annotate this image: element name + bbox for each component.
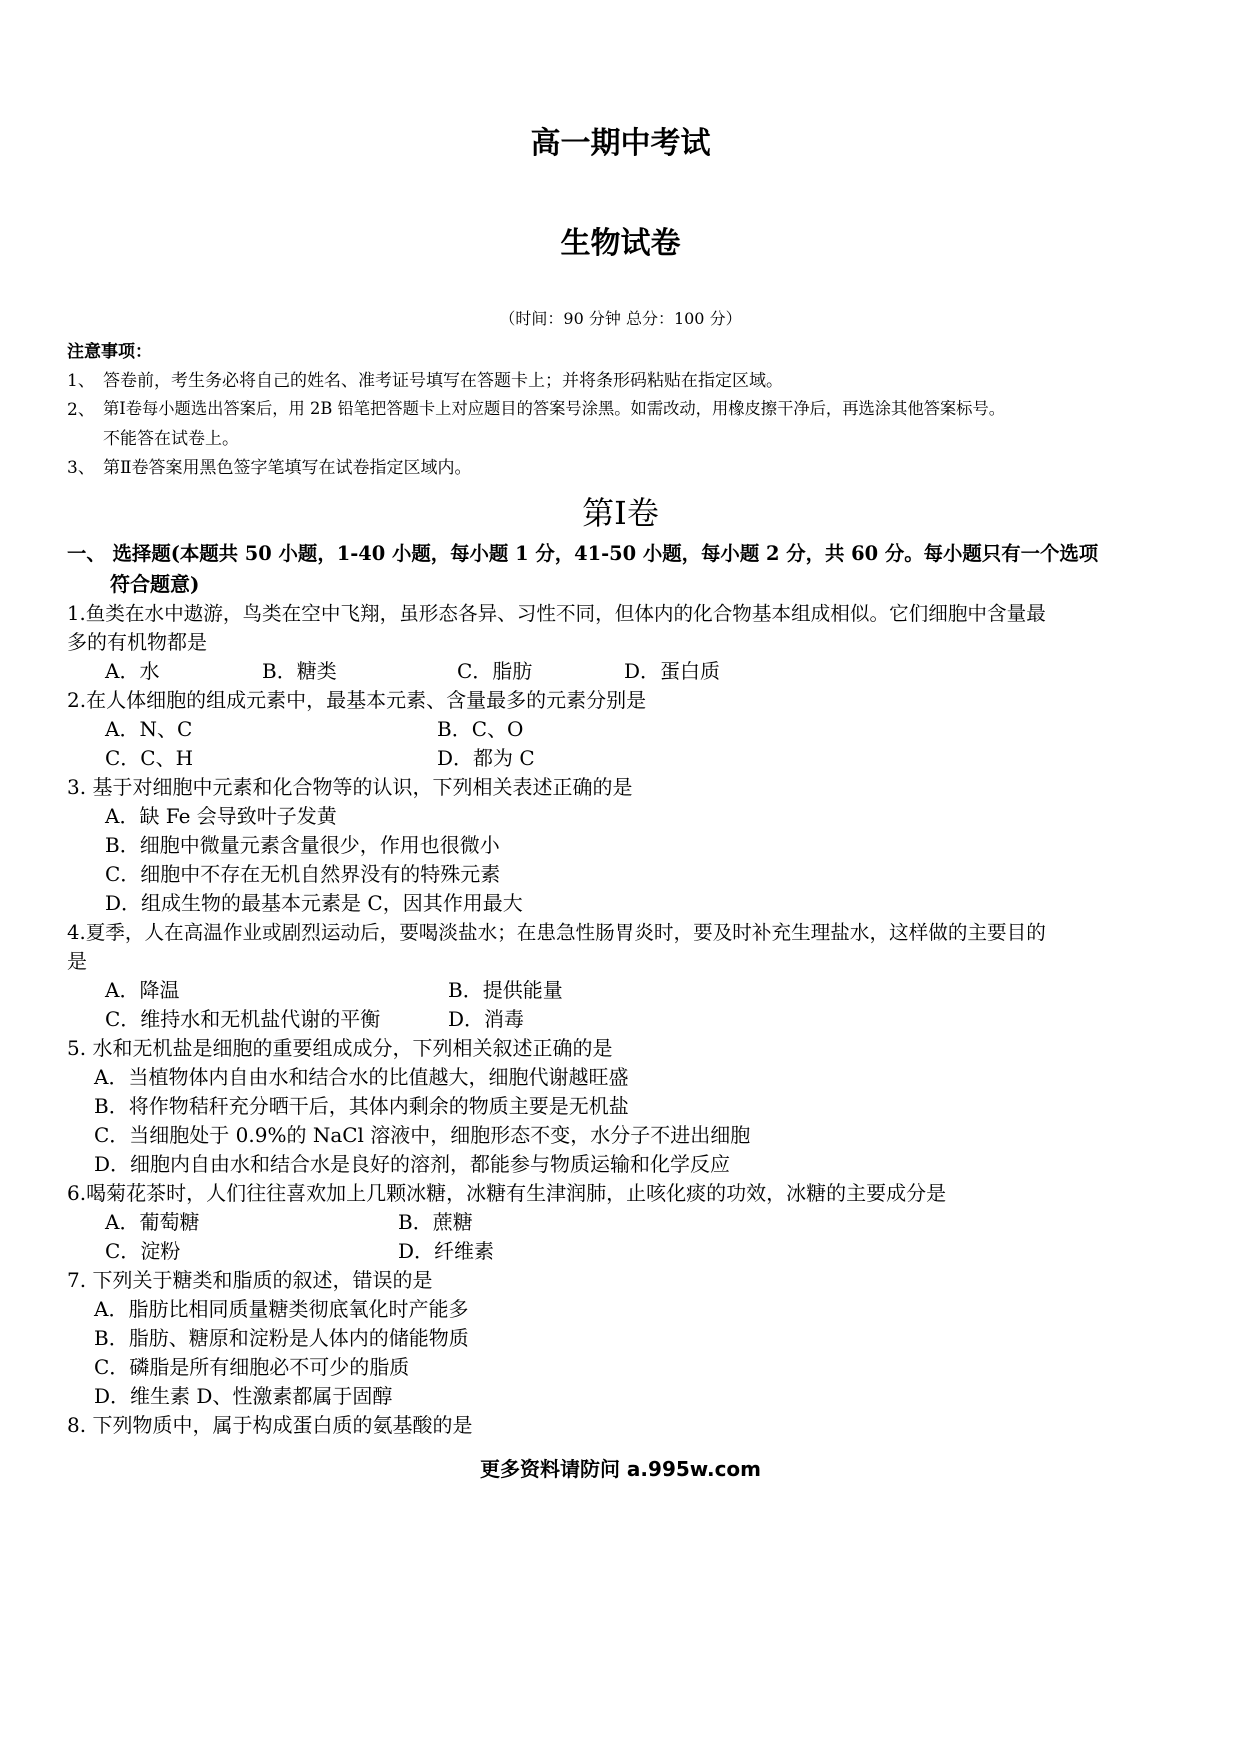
question-8-stem: 8. 下列物质中，属于构成蛋白质的氨基酸的是 (67, 1413, 473, 1437)
notice-num-3: 3、 (67, 458, 95, 478)
notice-heading: 注意事项： (67, 342, 152, 362)
question-1-stem: 1.鱼类在水中遨游，鸟类在空中飞翔，虽形态各异、习性不同，但体内的化合物基本组成相似。它们细胞中含量最 (67, 602, 1046, 625)
notice-text-2: 第Ⅰ卷每小题选出答案后，用 2B 铅笔把答题卡上对应题目的答案号涂黑。如需改动，用橡皮擦干净后，再选涂其他答案标号。 (103, 399, 1006, 418)
question-5-option-c: C．当细胞处于 0.9%的 NaCl 溶液中，细胞形态不变，水分子不进出细胞 (94, 1123, 751, 1147)
question-4-option-d: D．消毒 (448, 1007, 525, 1031)
part-title: 第Ⅰ卷 (582, 494, 659, 532)
question-4-stem: 4.夏季，人在高温作业或剧烈运动后，要喝淡盐水；在患急性肠胃炎时，要及时补充生理盐水，这样做的主要目的 (67, 921, 1046, 944)
subject-title: 生物试卷 (560, 226, 681, 261)
question-3-option-d: D．组成生物的最基本元素是 C，因其作用最大 (105, 891, 523, 915)
footer-watermark: 更多资料请防问 a.995w.com (479, 1457, 762, 1481)
question-1-option-a: A．水 (105, 659, 160, 683)
question-7-option-b: B．脂肪、糖原和淀粉是人体内的储能物质 (94, 1326, 469, 1350)
question-2-option-b: B．C、O (437, 717, 524, 741)
question-5-option-a: A．当植物体内自由水和结合水的比值越大，细胞代谢越旺盛 (94, 1065, 629, 1089)
question-5-option-d: D．细胞内自由水和结合水是良好的溶剂，都能参与物质运输和化学反应 (94, 1152, 731, 1176)
notice-text-1: 答卷前，考生务必将自己的姓名、准考证号填写在答题卡上；并将条形码粘贴在指定区域。 (103, 371, 783, 391)
question-2-option-d: D．都为 C (437, 746, 535, 770)
question-2-stem: 2.在人体细胞的组成元素中，最基本元素、含量最多的元素分别是 (67, 688, 647, 712)
question-5-option-b: B．将作物秸秆充分晒干后，其体内剩余的物质主要是无机盐 (94, 1094, 629, 1118)
question-7-option-d: D．维生素 D、性激素都属于固醇 (94, 1384, 393, 1408)
notice-num-2: 2、 (67, 400, 95, 420)
question-7-option-a: A．脂肪比相同质量糖类彻底氧化时产能多 (94, 1297, 469, 1321)
question-4-option-a: A．降温 (105, 978, 180, 1002)
exam-title: 高一期中考试 (530, 126, 711, 161)
notice-text-2-cont: 不能答在试卷上。 (103, 429, 239, 449)
notice-num-1: 1、 (67, 371, 95, 391)
section-heading: 一、 选择题(本题共 50 小题，1-40 小题，每小题 1 分，41-50 小题，每小题 2 分，共 60 分。每小题只有一个选项 (67, 542, 1099, 565)
question-1-stem-cont: 多的有机物都是 (67, 630, 207, 654)
question-3-stem: 3. 基于对细胞中元素和化合物等的认识，下列相关表述正确的是 (67, 775, 633, 799)
question-4-stem-cont: 是 (67, 949, 87, 973)
notice-text-3: 第Ⅱ卷答案用黑色签字笔填写在试卷指定区域内。 (103, 458, 472, 478)
question-6-option-b: B．蔗糖 (398, 1210, 473, 1234)
question-4-option-c: C．维持水和无机盐代谢的平衡 (105, 1007, 381, 1031)
question-6-option-a: A．葡萄糖 (105, 1210, 200, 1234)
question-2-option-c: C．C、H (105, 746, 194, 770)
question-2-option-a: A．N、C (105, 717, 193, 741)
question-7-stem: 7. 下列关于糖类和脂质的叙述，错误的是 (67, 1268, 433, 1292)
question-6-option-d: D．纤维素 (398, 1239, 495, 1263)
time-info: （时间：90 分钟 总分：100 分） (499, 309, 742, 328)
question-1-option-d: D．蛋白质 (624, 659, 721, 683)
question-5-stem: 5. 水和无机盐是细胞的重要组成成分，下列相关叙述正确的是 (67, 1036, 613, 1060)
question-4-option-b: B．提供能量 (448, 978, 563, 1002)
section-heading-cont: 符合题意) (110, 572, 200, 596)
question-6-stem: 6.喝菊花茶时，人们往往喜欢加上几颗冰糖，冰糖有生津润肺，止咳化痰的功效，冰糖的主要成分是 (67, 1181, 947, 1205)
question-1-option-c: C．脂肪 (457, 659, 533, 683)
question-7-option-c: C．磷脂是所有细胞必不可少的脂质 (94, 1355, 410, 1379)
question-3-option-c: C．细胞中不存在无机自然界没有的特殊元素 (105, 862, 501, 886)
question-6-option-c: C．淀粉 (105, 1239, 181, 1263)
question-3-option-a: A．缺 Fe 会导致叶子发黄 (105, 804, 337, 828)
question-3-option-b: B．细胞中微量元素含量很少，作用也很微小 (105, 833, 500, 857)
question-1-option-b: B．糖类 (262, 659, 337, 683)
